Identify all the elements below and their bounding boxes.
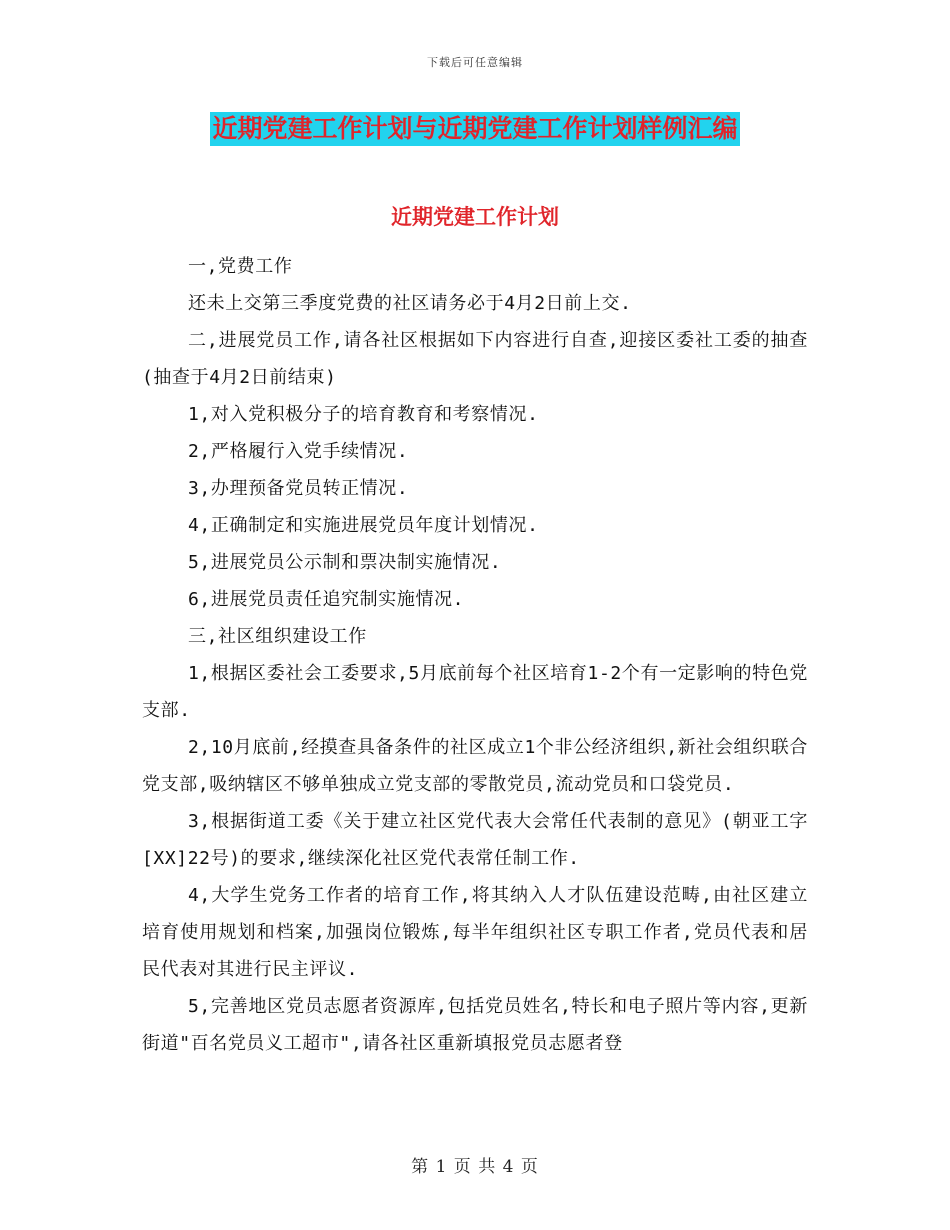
paragraph-item: 6,进展党员责任追究制实施情况. bbox=[188, 589, 465, 610]
paragraph-item: 1,对入党积极分子的培育教育和考察情况. bbox=[188, 404, 539, 425]
section-title: 近期党建工作计划 bbox=[391, 204, 559, 229]
document-body bbox=[142, 248, 808, 1062]
paragraph-item: 2,严格履行入党手续情况. bbox=[188, 441, 409, 462]
paragraph-item: 1,根据区委社会工委要求,5月底前每个社区培育1-2个有一定影响的特色党支部. bbox=[142, 663, 808, 721]
paragraph-party-dues-heading: 一,党费工作 bbox=[188, 256, 293, 277]
paragraph-item: 2,10月底前,经摸查具备条件的社区成立1个非公经济组织,新社会组织联合党支部,吸纳辖区不够单独成立党支部的零散党员,流动党员和口袋党员. bbox=[142, 737, 808, 795]
paragraph-item: 3,办理预备党员转正情况. bbox=[188, 478, 409, 499]
paragraph-party-dues-notice: 还未上交第三季度党费的社区请务必于4月2日前上交. bbox=[188, 293, 632, 314]
paragraph-item: 4,正确制定和实施进展党员年度计划情况. bbox=[188, 515, 539, 536]
page-number-footer: 第 1 页 共 4 页 bbox=[411, 1157, 539, 1177]
paragraph-organization-heading: 三,社区组织建设工作 bbox=[188, 626, 367, 647]
paragraph-member-development-heading: 二,进展党员工作,请各社区根据如下内容进行自查,迎接区委社工委的抽查(抽查于4月2日前结束) bbox=[142, 330, 808, 388]
paragraph-item: 4,大学生党务工作者的培育工作,将其纳入人才队伍建设范畴,由社区建立培育使用规划和档案,加强岗位锻炼,每半年组织社区专职工作者,党员代表和居民代表对其进行民主评议. bbox=[142, 885, 808, 980]
paragraph-item: 5,进展党员公示制和票决制实施情况. bbox=[188, 552, 502, 573]
document-main-title: 近期党建工作计划与近期党建工作计划样例汇编 bbox=[210, 112, 739, 146]
paragraph-item: 5,完善地区党员志愿者资源库,包括党员姓名,特长和电子照片等内容,更新街道"百名党员义工超市",请各社区重新填报党员志愿者登 bbox=[142, 996, 808, 1054]
paragraph-item: 3,根据街道工委《关于建立社区党代表大会常任代表制的意见》(朝亚工字[XX]22号)的要求,继续深化社区党代表常任制工作. bbox=[142, 811, 808, 869]
header-note: 下载后可任意编辑 bbox=[427, 56, 523, 69]
main-title-wrap bbox=[0, 112, 950, 146]
